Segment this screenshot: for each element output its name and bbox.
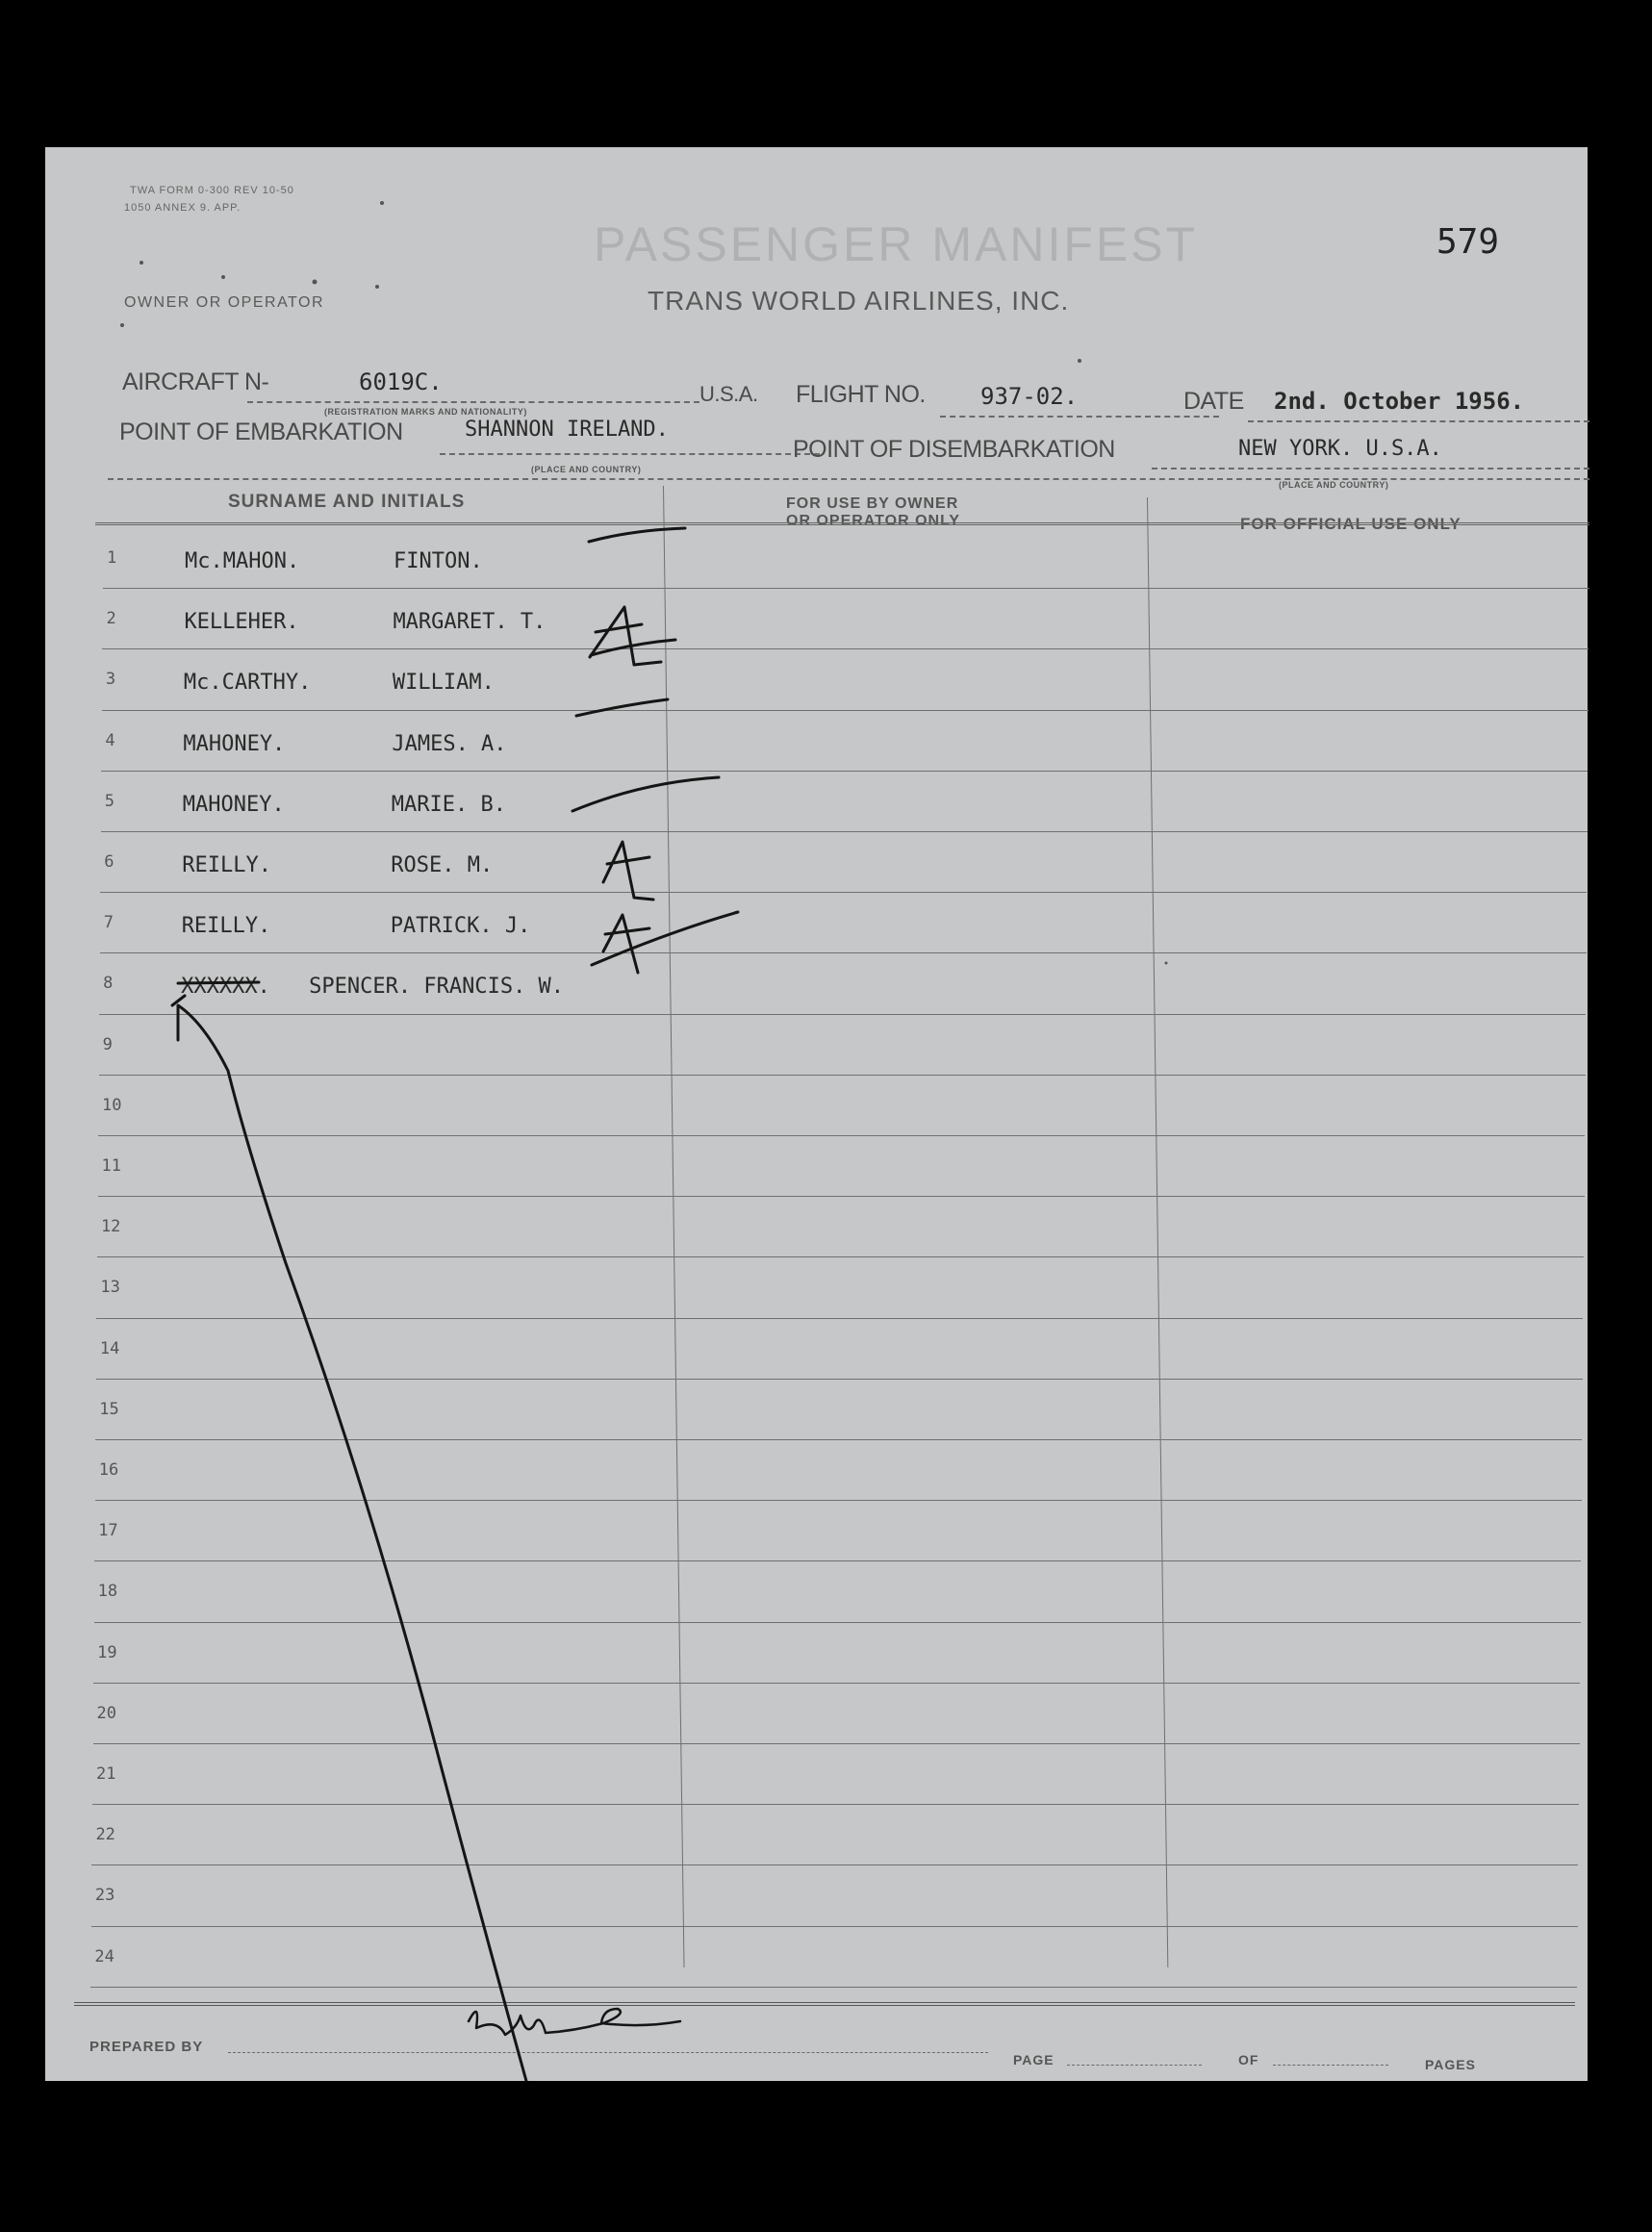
of-label: OF [1238,2052,1259,2067]
flight-value: 937-02. [980,383,1079,410]
form-reference-line2: 1050 ANNEX 9. APP. [124,202,241,214]
form-reference-line1: TWA FORM 0-300 REV 10-50 [130,185,294,196]
strike-through-row-8 [178,982,259,983]
row-number: 17 [98,1521,118,1541]
row-number: 22 [95,1825,115,1845]
embarkation-label: POINT OF EMBARKATION [119,418,403,445]
owner-operator-label: OWNER OR OPERATOR [124,294,325,311]
row-number: 14 [99,1338,120,1358]
row-number: 16 [98,1460,119,1480]
column-header-owner-use-1: FOR USE BY OWNER [786,495,959,512]
row-number: 19 [97,1642,117,1662]
passenger-given-names: FINTON. [394,549,483,573]
pages-label: PAGES [1425,2057,1476,2072]
airline-name: TRANS WORLD AIRLINES, INC. [648,286,1070,316]
passenger-surname: MAHONEY. [183,731,286,756]
passenger-given-names: MARGARET. T. [393,610,546,635]
registration-note: (REGISTRATION MARKS AND NATIONALITY) [324,407,527,417]
pointer-line [178,1005,526,2081]
aircraft-value: 6019C. [359,368,443,395]
pointer-arrowhead [172,996,185,1005]
tick-mark-row-8 [592,912,738,965]
aircraft-label: AIRCRAFT N- [122,368,269,395]
place-note-disembark: (PLACE AND COUNTRY) [1279,480,1389,490]
date-label: DATE [1183,388,1244,415]
page-label: PAGE [1013,2052,1055,2067]
disembarkation-value: NEW YORK. U.S.A. [1238,437,1442,461]
row-number: 15 [99,1399,119,1419]
flight-label: FLIGHT NO. [796,381,926,408]
embarkation-value: SHANNON IRELAND. [465,418,669,442]
row-number: 20 [96,1703,117,1723]
tick-mark-row-5 [572,777,719,811]
row-number: 24 [94,1946,114,1966]
passenger-surname: KELLEHER. [184,610,299,635]
row-number: 7 [103,913,114,933]
row-number: 1 [107,548,117,568]
passenger-given-names: SPENCER. FRANCIS. W. [309,975,565,1000]
row-number: 3 [105,670,116,690]
signature-prepared-by [469,2009,680,2035]
prepared-by-label: PREPARED BY [89,2039,204,2055]
row-number: 5 [104,791,115,811]
flight-prefix: U.S.A. [699,382,758,406]
page-number: 579 [1436,222,1500,262]
passenger-surname: REILLY. [181,914,271,939]
row-number: 23 [94,1886,115,1906]
passenger-given-names: MARIE. B. [391,792,507,817]
tick-mark-row-1 [589,528,685,542]
initial-a-row-2 [590,607,661,665]
row-number: 21 [96,1764,116,1784]
passenger-surname: REILLY. [182,853,271,877]
column-header-names: SURNAME AND INITIALS [228,492,466,512]
row-number: 2 [106,609,116,629]
initial-a-row-6 [603,842,653,900]
disembarkation-label: POINT OF DISEMBARKATION [793,436,1115,463]
passenger-given-names: WILLIAM. [392,671,495,696]
passenger-surname: MAHONEY. [182,792,285,817]
row-number: 10 [102,1095,122,1115]
tick-mark-row-4 [576,699,668,716]
row-number: 11 [101,1156,121,1176]
paper-specks [120,201,1168,965]
manifest-title: PASSENGER MANIFEST [594,217,1199,271]
date-value: 2nd. October 1956. [1274,388,1525,415]
passenger-surname: Mc.CARTHY. [183,671,312,696]
row-number: 13 [100,1278,120,1298]
manifest-sheet [45,147,1588,2081]
row-number: 18 [97,1582,118,1602]
handwriting-overlay [45,147,1588,2081]
column-header-official-use: FOR OFFICIAL USE ONLY [1240,515,1461,533]
column-header-owner-use-2: OR OPERATOR ONLY [786,513,961,529]
row-number: 8 [103,974,114,994]
row-number: 9 [102,1034,113,1054]
row-number: 12 [100,1217,121,1237]
place-note-embark: (PLACE AND COUNTRY) [531,465,642,474]
passenger-surname: XXXXXX. [181,975,270,1000]
passenger-surname: Mc.MAHON. [185,549,300,573]
passenger-given-names: PATRICK. J. [390,914,531,939]
passenger-given-names: JAMES. A. [392,731,507,756]
row-number: 4 [105,730,115,750]
passenger-given-names: ROSE. M. [391,853,494,877]
row-number: 6 [104,852,114,872]
